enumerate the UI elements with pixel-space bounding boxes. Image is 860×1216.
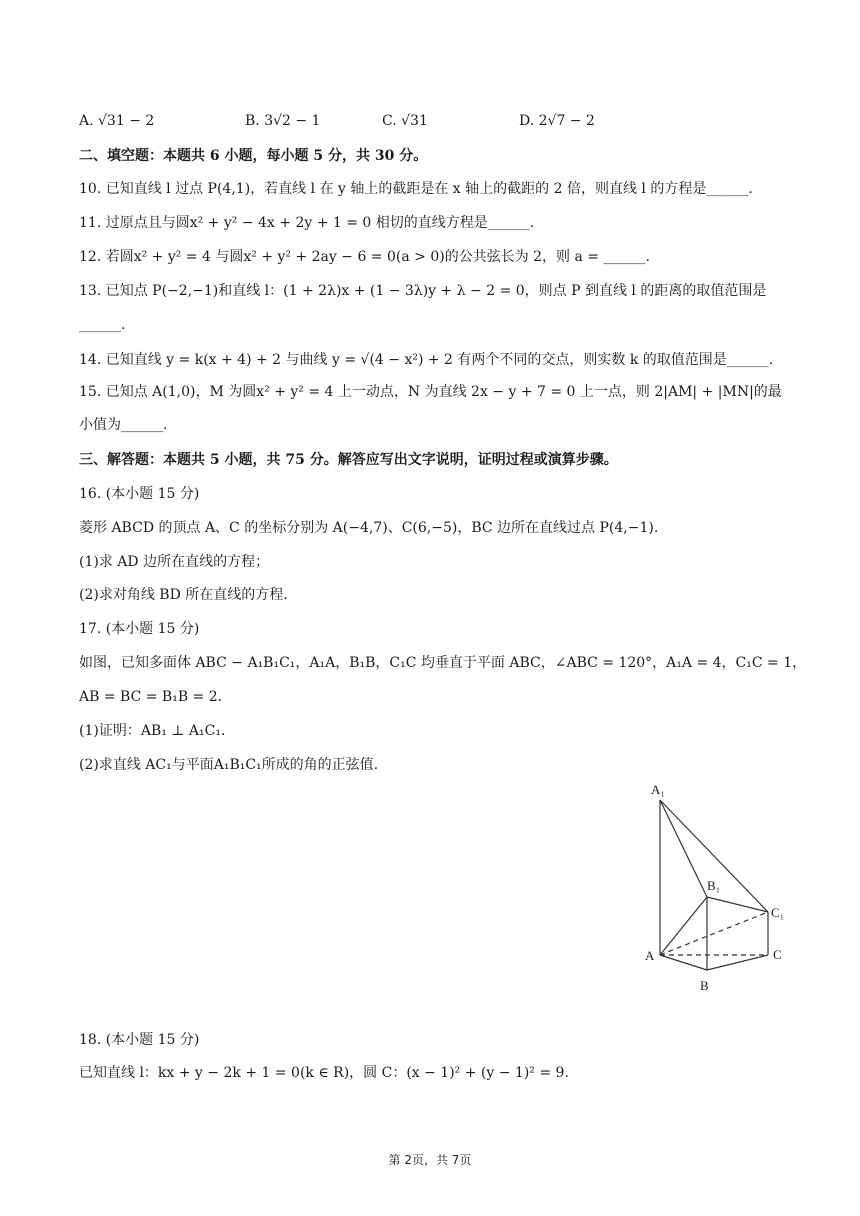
question-13-line1: 13. 已知点 P(−2,−1)和直线 l：(1 + 2λ)x + (1 − 3λ)y + λ − 2 = 0，则点 P 到直线 l 的距离的取值范围是 bbox=[79, 283, 767, 299]
edge-ab1 bbox=[660, 897, 707, 955]
edge-a1c1 bbox=[660, 800, 768, 912]
polyhedron-figure bbox=[630, 772, 800, 1002]
question-12: 12. 若圆x² + y² = 4 与圆x² + y² + 2ay − 6 = 0(a > 0)的公共弦长为 2，则 a = ______. bbox=[79, 249, 650, 265]
page-footer: 第 2页，共 7页 bbox=[388, 1153, 472, 1167]
question-18-text: 已知直线 l：kx + y − 2k + 1 = 0(k ∈ R)，圆 C：(x − 1)² + (y − 1)² = 9. bbox=[79, 1065, 569, 1081]
label-b1: B₁ bbox=[707, 878, 721, 893]
label-c1: C₁ bbox=[771, 905, 785, 920]
section-answer-title: 三、解答题：本题共 5 小题，共 75 分。解答应写出文字说明，证明过程或演算步骤。 bbox=[79, 452, 618, 468]
question-16-part1: (1)求 AD 边所在直线的方程； bbox=[79, 554, 270, 570]
question-14: 14. 已知直线 y = k(x + 4) + 2 与曲线 y = √(4 − x²) + 2 有两个不同的交点，则实数 k 的取值范围是______. bbox=[79, 352, 774, 368]
label-a: A bbox=[645, 948, 655, 963]
option-a: A. √31 − 2 bbox=[79, 113, 155, 129]
label-a1: A₁ bbox=[651, 782, 665, 797]
question-10: 10. 已知直线 l 过点 P(4,1)，若直线 l 在 y 轴上的截距是在 x 轴上的截距的 2 倍，则直线 l 的方程是______. bbox=[79, 181, 753, 197]
option-c: C. √31 bbox=[382, 113, 428, 129]
question-17-part2: (2)求直线 AC₁与平面A₁B₁C₁所成的角的正弦值. bbox=[79, 757, 379, 773]
question-13-line2: ______. bbox=[79, 317, 126, 333]
edge-b1c1 bbox=[707, 897, 768, 912]
question-15-line1: 15. 已知点 A(1,0)，M 为圆x² + y² = 4 上一动点，N 为直线 2x − y + 7 = 0 上一点，则 2|AM| + |MN|的最 bbox=[79, 384, 782, 400]
question-16-heading: 16. (本小题 15 分) bbox=[79, 486, 200, 502]
question-17-line1: 如图，已知多面体 ABC − A₁B₁C₁，A₁A，B₁B，C₁C 均垂直于平面 ABC，∠ABC = 120°，A₁A = 4，C₁C = 1， bbox=[79, 655, 807, 671]
label-b: B bbox=[700, 978, 709, 993]
question-18-heading: 18. (本小题 15 分) bbox=[79, 1032, 200, 1048]
option-b: B. 3√2 − 1 bbox=[245, 113, 321, 129]
edge-ac1-hidden bbox=[660, 912, 768, 955]
question-17-line2: AB = BC = B₁B = 2. bbox=[79, 689, 223, 705]
label-c: C bbox=[773, 947, 782, 962]
question-11: 11. 过原点且与圆x² + y² − 4x + 2y + 1 = 0 相切的直线方程是______. bbox=[79, 215, 535, 231]
option-d: D. 2√7 − 2 bbox=[519, 113, 595, 129]
section-fill-blank-title: 二、填空题：本题共 6 小题，每小题 5 分，共 30 分。 bbox=[79, 148, 428, 164]
edge-a1b1 bbox=[660, 800, 707, 897]
question-16-part2: (2)求对角线 BD 所在直线的方程. bbox=[79, 587, 288, 603]
question-17-part1: (1)证明：AB₁ ⊥ A₁C₁. bbox=[79, 723, 226, 739]
question-17-heading: 17. (本小题 15 分) bbox=[79, 621, 200, 637]
question-15-line2: 小值为______. bbox=[79, 417, 168, 433]
edge-bc bbox=[707, 955, 768, 970]
question-16-text: 菱形 ABCD 的顶点 A、C 的坐标分别为 A(−4,7)、C(6,−5)，BC 边所在直线过点 P(4,−1). bbox=[79, 520, 659, 536]
edge-ab bbox=[660, 955, 707, 970]
